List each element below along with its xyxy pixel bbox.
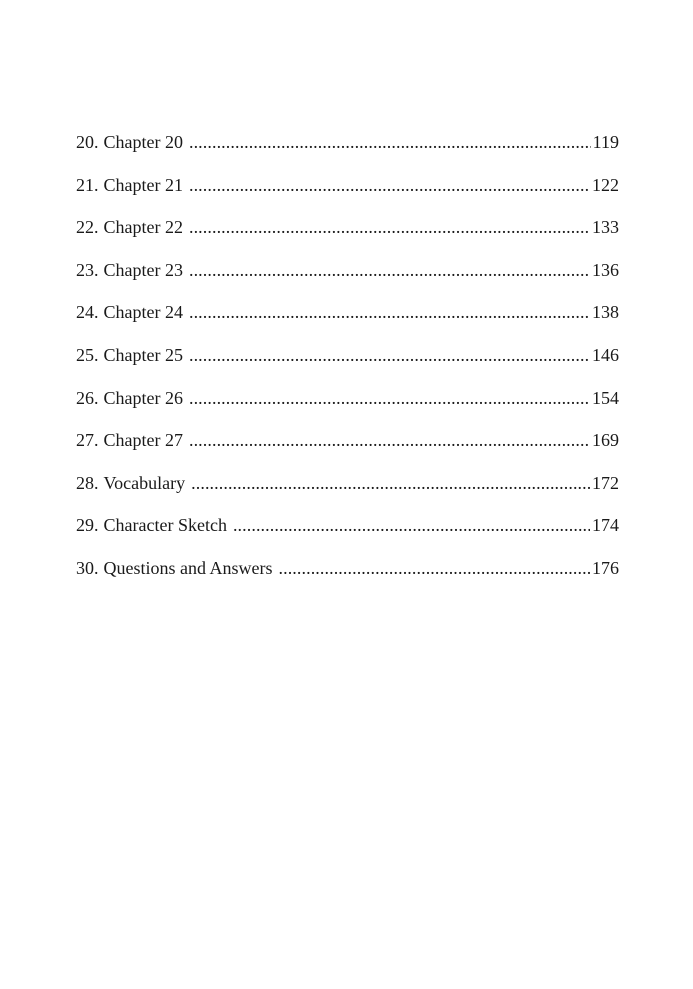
dot-leader <box>189 213 590 241</box>
entry-number: 25. <box>76 344 99 365</box>
toc-entry-chapter-23[interactable] <box>76 256 619 299</box>
dot-leader <box>189 128 591 156</box>
entry-page-number: 176 <box>592 557 619 578</box>
entry-page-number: 138 <box>592 302 619 323</box>
dot-leader <box>189 256 590 284</box>
entry-title: Chapter 26 <box>103 387 183 408</box>
entry-page-number: 122 <box>592 174 619 195</box>
entry-title: Chapter 27 <box>103 430 183 451</box>
toc-entry-chapter-21[interactable] <box>76 171 619 214</box>
entry-page-number: 136 <box>592 259 619 280</box>
toc-entry-chapter-26[interactable] <box>76 384 619 427</box>
toc-entry-chapter-22[interactable] <box>76 213 619 256</box>
toc-entry-chapter-24[interactable] <box>76 298 619 341</box>
entry-page-number: 146 <box>592 344 619 365</box>
toc-entry-character-sketch[interactable] <box>76 511 619 554</box>
entry-page-number: 154 <box>592 387 619 408</box>
entry-title: Chapter 25 <box>103 344 183 365</box>
toc-entry-questions-and-answers[interactable] <box>76 554 619 597</box>
entry-title: Chapter 23 <box>103 259 183 280</box>
entry-number: 30. <box>76 557 99 578</box>
dot-leader <box>189 384 590 412</box>
entry-number: 28. <box>76 472 99 493</box>
dot-leader <box>279 554 591 582</box>
dot-leader <box>189 341 590 369</box>
entry-number: 24. <box>76 302 99 323</box>
entry-title: Questions and Answers <box>103 557 273 578</box>
entry-title: Vocabulary <box>103 472 186 493</box>
toc-entry-chapter-20[interactable] <box>76 128 619 171</box>
entry-title: Chapter 24 <box>103 302 183 323</box>
entry-page-number: 169 <box>592 430 619 451</box>
dot-leader <box>189 426 590 454</box>
toc-entry-chapter-25[interactable] <box>76 341 619 384</box>
toc-entry-vocabulary[interactable] <box>76 469 619 512</box>
entry-title: Chapter 20 <box>103 132 183 152</box>
entry-number: 29. <box>76 515 99 536</box>
entry-title: Character Sketch <box>103 515 227 536</box>
table-of-contents <box>76 128 619 597</box>
entry-number: 26. <box>76 387 99 408</box>
entry-number: 23. <box>76 259 99 280</box>
dot-leader <box>189 171 590 199</box>
entry-number: 20. <box>76 132 99 152</box>
entry-page-number: 119 <box>592 132 619 152</box>
entry-page-number: 174 <box>592 515 619 536</box>
entry-number: 21. <box>76 174 99 195</box>
entry-page-number: 172 <box>592 472 619 493</box>
dot-leader <box>233 511 590 539</box>
entry-title: Chapter 21 <box>103 174 183 195</box>
entry-number: 22. <box>76 217 99 238</box>
toc-entry-chapter-27[interactable] <box>76 426 619 469</box>
entry-page-number: 133 <box>592 217 619 238</box>
dot-leader <box>189 298 590 326</box>
entry-title: Chapter 22 <box>103 217 183 238</box>
dot-leader <box>191 469 590 497</box>
entry-number: 27. <box>76 430 99 451</box>
